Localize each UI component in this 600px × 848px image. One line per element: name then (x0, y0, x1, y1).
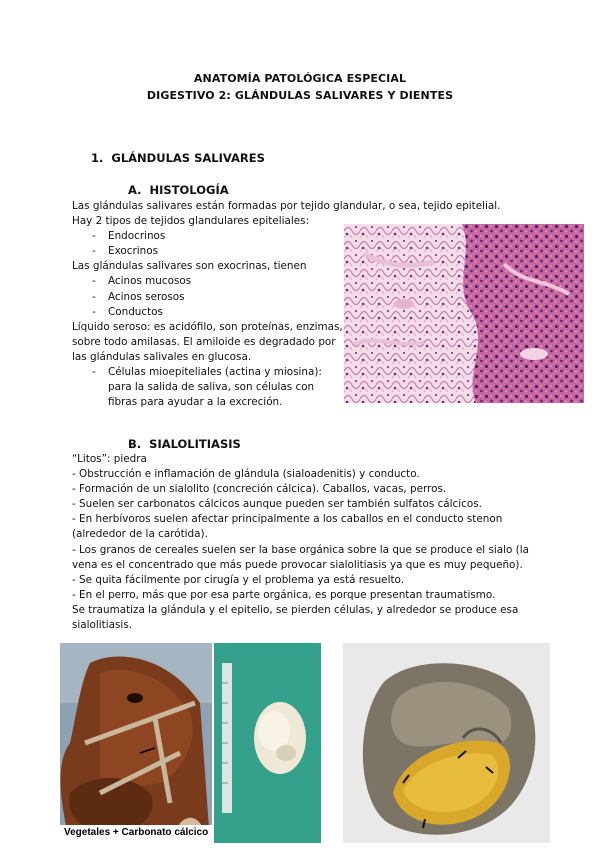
gross-specimen-photo (343, 643, 550, 843)
sialolitiasis-body (72, 452, 529, 633)
subsection-title: HISTOLOGÍA (149, 183, 229, 197)
subsection-letter: A. (128, 183, 142, 197)
section-1-heading (91, 151, 265, 165)
document-title-line1: ANATOMÍA PATOLÓGICA ESPECIAL (193, 72, 407, 85)
paragraph: Las glándulas salivares están formadas por tejido glandular, o sea, tejido epitelial. (72, 200, 501, 212)
subsection-a-heading (128, 183, 229, 197)
subsection-b-heading (128, 437, 241, 451)
text-line: sialolitiasis. (72, 619, 133, 632)
sialolith-illustration (214, 643, 321, 843)
text-line: - En herbívoros suelen afectar principalmente a los caballos en el conducto stenon (72, 513, 503, 526)
text-line: - Obstrucción e inflamación de glándula (sialoadenitis) y conducto. (72, 468, 420, 481)
document-title-line2: DIGESTIVO 2: GLÁNDULAS SALIVARES Y DIENTES (146, 89, 454, 102)
text-line: - Formación de un sialolito (concreción cálcica). Caballos, vacas, perros. (72, 483, 447, 496)
text-line: Se traumatiza la glándula y el epitelio, se pierden células, y alrededor se produce esa (72, 603, 519, 616)
gross-specimen-illustration (343, 643, 550, 843)
list-item: - Endocrinos (72, 229, 500, 244)
photo-caption: Vegetales + Carbonato cálcico (64, 827, 209, 838)
paragraph-line: las glándulas salivales en glucosa. (72, 350, 252, 363)
list-item-line: - Células mioepiteliales (actina y miosina): (108, 366, 322, 379)
list-item: - Acinos serosos (72, 290, 500, 305)
list-item: - Exocrinos (72, 244, 500, 259)
histology-micrograph (344, 224, 584, 403)
list-item: - Acinos mucosos (72, 274, 500, 289)
horse-photo (60, 643, 212, 843)
horse-illustration (60, 643, 212, 843)
text-line: - Se quita fácilmente por cirugía y el problema ya está resuelto. (72, 573, 405, 586)
text-line: (alrededor de la carótida). (72, 528, 208, 541)
subsection-letter: B. (128, 437, 142, 451)
section-number: 1. (91, 151, 104, 165)
list-item-line: fibras para ayudar a la excreción. (108, 396, 283, 409)
list-item-line: para la salida de saliva, son células con (108, 381, 315, 394)
text-line: - En el perro, más que por esa parte orgánica, es porque presentan traumatismo. (72, 588, 496, 601)
section-title: GLÁNDULAS SALIVARES (111, 151, 265, 165)
paragraph-line: sobre todo amilasas. El amiloide es degradado por (72, 335, 336, 348)
text-line: - Suelen ser carbonatos cálcicos aunque pueden ser también sulfatos cálcicos. (72, 498, 482, 511)
text-line: vena es el concentrado que más puede provocar sialolitiasis ya que es muy pequeño). (72, 558, 523, 571)
list-item: - Conductos (72, 305, 500, 320)
paragraph-line: Líquido seroso: es acidófilo, son proteínas, enzimas, (72, 320, 343, 333)
paragraph: Las glándulas salivares son exocrinas, tienen (72, 260, 307, 273)
subsection-title: SIALOLITIASIS (149, 437, 241, 451)
text-line: - Los granos de cereales suelen ser la base orgánica sobre la que se produce el sialo (la (72, 543, 529, 556)
sialolith-photo (214, 643, 321, 843)
text-line: “Litos”: piedra (72, 453, 147, 465)
histology-micrograph-svg (344, 224, 584, 403)
paragraph: Hay 2 tipos de tejidos glandulares epiteliales: (72, 215, 310, 228)
